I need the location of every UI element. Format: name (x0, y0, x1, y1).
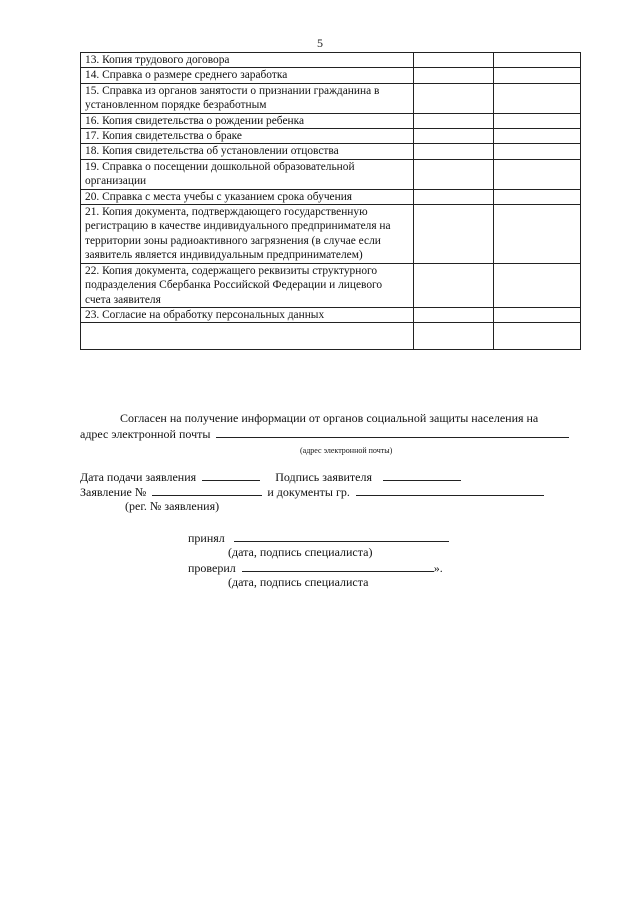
documents-label: и документы гр. (267, 485, 350, 499)
copies-cell (414, 68, 494, 83)
email-line (80, 426, 569, 442)
document-name: 17. Копия свидетельства о браке (81, 129, 414, 144)
page-number: 5 (317, 36, 323, 50)
email-field[interactable] (216, 426, 569, 438)
document-name: 16. Копия свидетельства о рождении ребенка (81, 113, 414, 128)
checked-line (188, 560, 443, 576)
copies-cell (414, 307, 494, 322)
accepted-label: принял (188, 531, 225, 545)
copies-cell (414, 83, 494, 113)
submission-date-field[interactable] (202, 469, 260, 481)
sheets-cell (494, 53, 581, 68)
applicant-signature-label: Подпись заявителя (275, 470, 373, 484)
sheets-cell (494, 113, 581, 128)
document-name: 22. Копия документа, содержащего реквизиты структурного подразделения Сбербанка Российской Федерации и лицевого счета заявителя (81, 263, 414, 307)
checked-suffix: ». (433, 561, 443, 575)
application-number-field[interactable] (152, 484, 262, 496)
reg-number-caption: (рег. № заявления) (125, 499, 220, 513)
sheets-cell (494, 189, 581, 204)
table-row (81, 205, 581, 264)
checked-label: проверил (188, 561, 236, 575)
sheets-cell (494, 205, 581, 264)
table-row (81, 144, 581, 159)
documents-citizen-field[interactable] (356, 484, 544, 496)
document-name: 23. Согласие на обработку персональных данных (81, 307, 414, 322)
table-row-empty (81, 323, 581, 350)
document-name: 20. Справка с места учебы с указанием срока обучения (81, 189, 414, 204)
accepted-caption: (дата, подпись специалиста) (228, 545, 373, 559)
table-row (81, 113, 581, 128)
checked-caption: (дата, подпись специалиста (228, 575, 369, 589)
document-name: 14. Справка о размере среднего заработка (81, 68, 414, 83)
consent-line: Согласен на получение информации от органов социальной защиты населения на (120, 411, 539, 425)
table-row (81, 189, 581, 204)
sheets-cell (494, 68, 581, 83)
copies-cell (414, 323, 494, 350)
copies-cell (414, 129, 494, 144)
copies-cell (414, 53, 494, 68)
application-number-line (80, 484, 544, 500)
table-row (81, 129, 581, 144)
email-label: адрес электронной почты (80, 427, 211, 441)
table-row (81, 53, 581, 68)
table-row (81, 83, 581, 113)
table-row (81, 263, 581, 307)
copies-cell (414, 205, 494, 264)
submission-date-line (80, 469, 461, 485)
sheets-cell (494, 307, 581, 322)
table-row (81, 68, 581, 83)
document-name (81, 323, 414, 350)
sheets-cell (494, 144, 581, 159)
copies-cell (414, 263, 494, 307)
copies-cell (414, 144, 494, 159)
sheets-cell (494, 159, 581, 189)
accepted-line (188, 530, 449, 546)
document-name: 15. Справка из органов занятости о признании гражданина в установленном порядке безработным (81, 83, 414, 113)
copies-cell (414, 159, 494, 189)
sheets-cell (494, 83, 581, 113)
accepted-field[interactable] (234, 530, 449, 542)
checked-field[interactable] (242, 560, 434, 572)
sheets-cell (494, 263, 581, 307)
sheets-cell (494, 129, 581, 144)
document-name: 13. Копия трудового договора (81, 53, 414, 68)
document-name: 18. Копия свидетельства об установлении отцовства (81, 144, 414, 159)
documents-table (80, 52, 581, 350)
copies-cell (414, 113, 494, 128)
application-number-label: Заявление № (80, 485, 147, 499)
document-name: 19. Справка о посещении дошкольной образовательной организации (81, 159, 414, 189)
table-row (81, 307, 581, 322)
email-caption: (адрес электронной почты) (300, 446, 393, 455)
document-name: 21. Копия документа, подтверждающего государственную регистрацию в качестве индивидуального предпринимателя на территории зоны радиоактивного загрязнения (в случае если заявитель является индивидуальным предпринимателем) (81, 205, 414, 264)
submission-date-label: Дата подачи заявления (80, 470, 197, 484)
sheets-cell (494, 323, 581, 350)
table-row (81, 159, 581, 189)
applicant-signature-field[interactable] (383, 469, 461, 481)
copies-cell (414, 189, 494, 204)
